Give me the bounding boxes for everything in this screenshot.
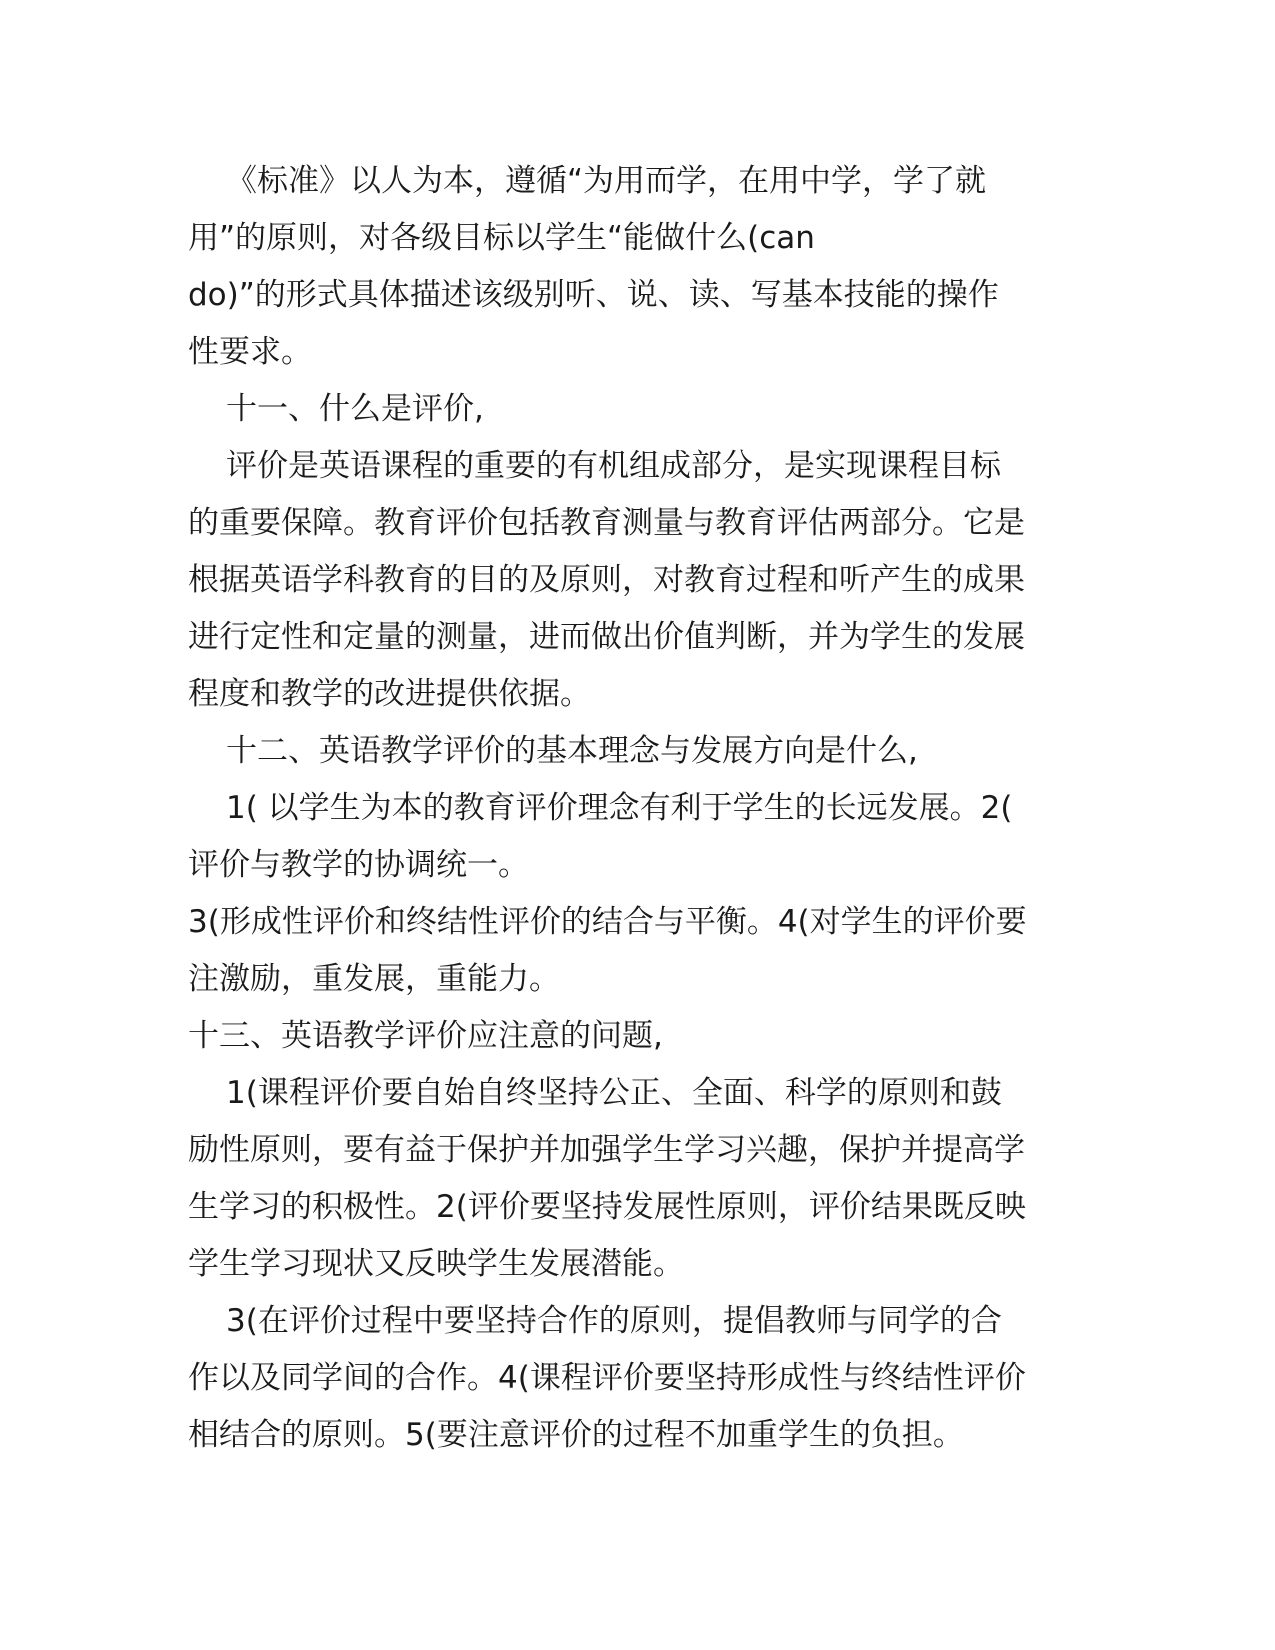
text-line: 程度和教学的改进提供依据。: [188, 676, 591, 712]
text-line: 《标准》以人为本，遵循“为用而学，在用中学，学了就: [226, 163, 987, 199]
text-line: 用”的原则，对各级目标以学生“能做什么(can: [188, 220, 815, 256]
text-line: 十一、什么是评价,: [226, 391, 484, 427]
text-line: 1(课程评价要自始自终坚持公正、全面、科学的原则和鼓: [226, 1075, 1002, 1111]
text-line: 3(在评价过程中要坚持合作的原则，提倡教师与同学的合: [226, 1303, 1002, 1339]
text-line: 性要求。: [188, 334, 312, 370]
text-line: 注激励，重发展，重能力。: [188, 961, 560, 997]
text-line: 生学习的积极性。2(评价要坚持发展性原则，评价结果既反映: [188, 1189, 1026, 1225]
text-line: 学生学习现状又反映学生发展潜能。: [188, 1246, 684, 1282]
text-line: 评价与教学的协调统一。: [188, 847, 529, 883]
text-line: 评价是英语课程的重要的有机组成部分，是实现课程目标: [226, 448, 1001, 484]
body-text: [188, 153, 1088, 1464]
text-line: 根据英语学科教育的目的及原则，对教育过程和听产生的成果: [188, 562, 1025, 598]
text-line: 作以及同学间的合作。4(课程评价要坚持形成性与终结性评价: [188, 1360, 1026, 1396]
text-line: 十三、英语教学评价应注意的问题,: [188, 1018, 663, 1054]
text-line: 3(形成性评价和终结性评价的结合与平衡。4(对学生的评价要: [188, 904, 1027, 940]
text-line: 的重要保障。教育评价包括教育测量与教育评估两部分。它是: [188, 505, 1025, 541]
text-line: 1( 以学生为本的教育评价理念有利于学生的长远发展。2(: [226, 790, 1013, 826]
text-line: 进行定性和定量的测量，进而做出价值判断，并为学生的发展: [188, 619, 1025, 655]
text-line: 十二、英语教学评价的基本理念与发展方向是什么,: [226, 733, 918, 769]
text-line: 励性原则，要有益于保护并加强学生学习兴趣，保护并提高学: [188, 1132, 1025, 1168]
text-line: 相结合的原则。5(要注意评价的过程不加重学生的负担。: [188, 1417, 964, 1453]
text-line: do)”的形式具体描述该级别听、说、读、写基本技能的操作: [188, 277, 999, 313]
